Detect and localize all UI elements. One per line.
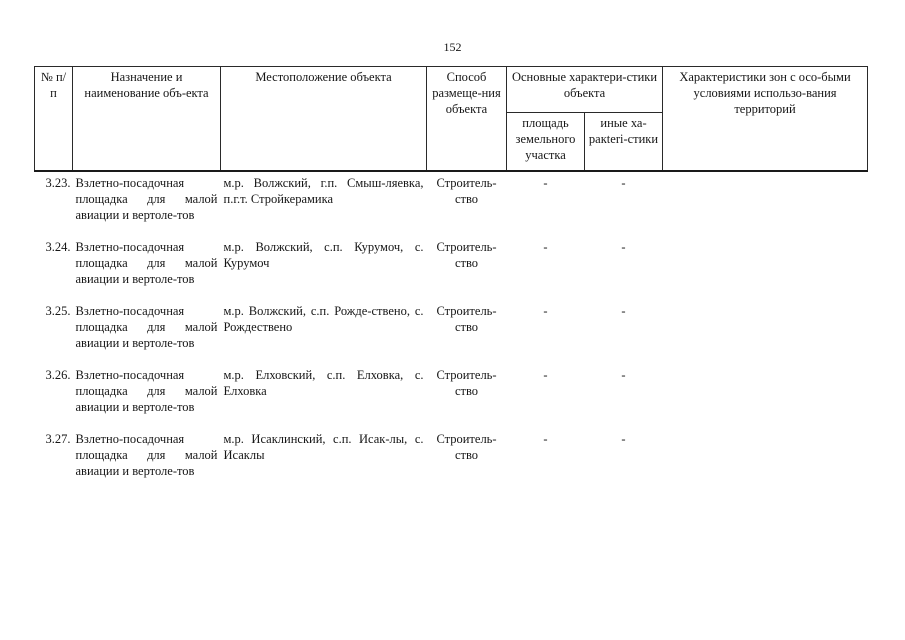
header-other: иные ха-ракteri-стики [585,113,663,171]
row-other: - [621,303,626,318]
row-other: - [621,239,626,254]
row-area: - [543,431,548,446]
row-other: - [621,431,626,446]
row-zones [663,171,868,237]
row-area: - [543,239,548,254]
row-area: - [543,175,548,190]
row-location: м.р. Елховский, с.п. Елховка, с. Елховка [223,367,424,398]
row-other: - [621,367,626,382]
row-other: - [621,175,626,190]
row-num: 3.26. [45,367,71,382]
header-name: Назначение и наименование объ-екта [73,67,221,171]
row-zones [663,301,868,365]
row-name: Взлетно-посадочная площадка для малой авиации и вертоле-тов [75,175,218,222]
table-row [35,365,868,429]
table-row [35,429,868,493]
row-location: м.р. Волжский, с.п. Курумоч, с. Курумоч [223,239,424,270]
row-num: 3.27. [45,431,71,446]
row-zones [663,429,868,493]
row-name: Взлетно-посадочная площадка для малой авиации и вертоле-тов [75,239,218,286]
header-location: Местоположение объекта [221,67,427,171]
row-location: м.р. Исаклинский, с.п. Исак-лы, с. Исаклы [223,431,424,462]
table-header [35,67,868,171]
table-row [35,237,868,301]
row-location: м.р. Волжский, г.п. Смыш-ляевка, п.г.т. Стройкерамика [223,175,424,206]
objects-table [34,66,868,493]
row-name: Взлетно-посадочная площадка для малой авиации и вертоле-тов [75,303,218,350]
row-zones [663,237,868,301]
header-main-characteristics: Основные характери-стики объекта [507,67,663,113]
row-name: Взлетно-посадочная площадка для малой авиации и вертоле-тов [75,367,218,414]
row-name: Взлетно-посадочная площадка для малой авиации и вертоле-тов [75,431,218,478]
table-row [35,171,868,237]
header-area: площадь земельного участка [507,113,585,171]
header-zones: Характеристики зон с осо-быми условиями использо-вания территорий [663,67,868,171]
row-num: 3.24. [45,239,71,254]
header-method: Способ размеще-ния объекта [427,67,507,171]
row-area: - [543,303,548,318]
row-method: Строитель-ство [436,367,497,398]
row-location: м.р. Волжский, с.п. Рожде-ствено, с. Рождествено [223,303,424,334]
table-body [35,171,868,493]
row-method: Строитель-ство [436,175,497,206]
page-number: 152 [443,40,462,54]
table-row [35,301,868,365]
row-area: - [543,367,548,382]
row-method: Строитель-ство [436,239,497,270]
row-method: Строитель-ство [436,303,497,334]
row-num: 3.25. [45,303,71,318]
row-method: Строитель-ство [436,431,497,462]
row-num: 3.23. [45,175,71,190]
header-num: № п/п [35,67,73,171]
row-zones [663,365,868,429]
